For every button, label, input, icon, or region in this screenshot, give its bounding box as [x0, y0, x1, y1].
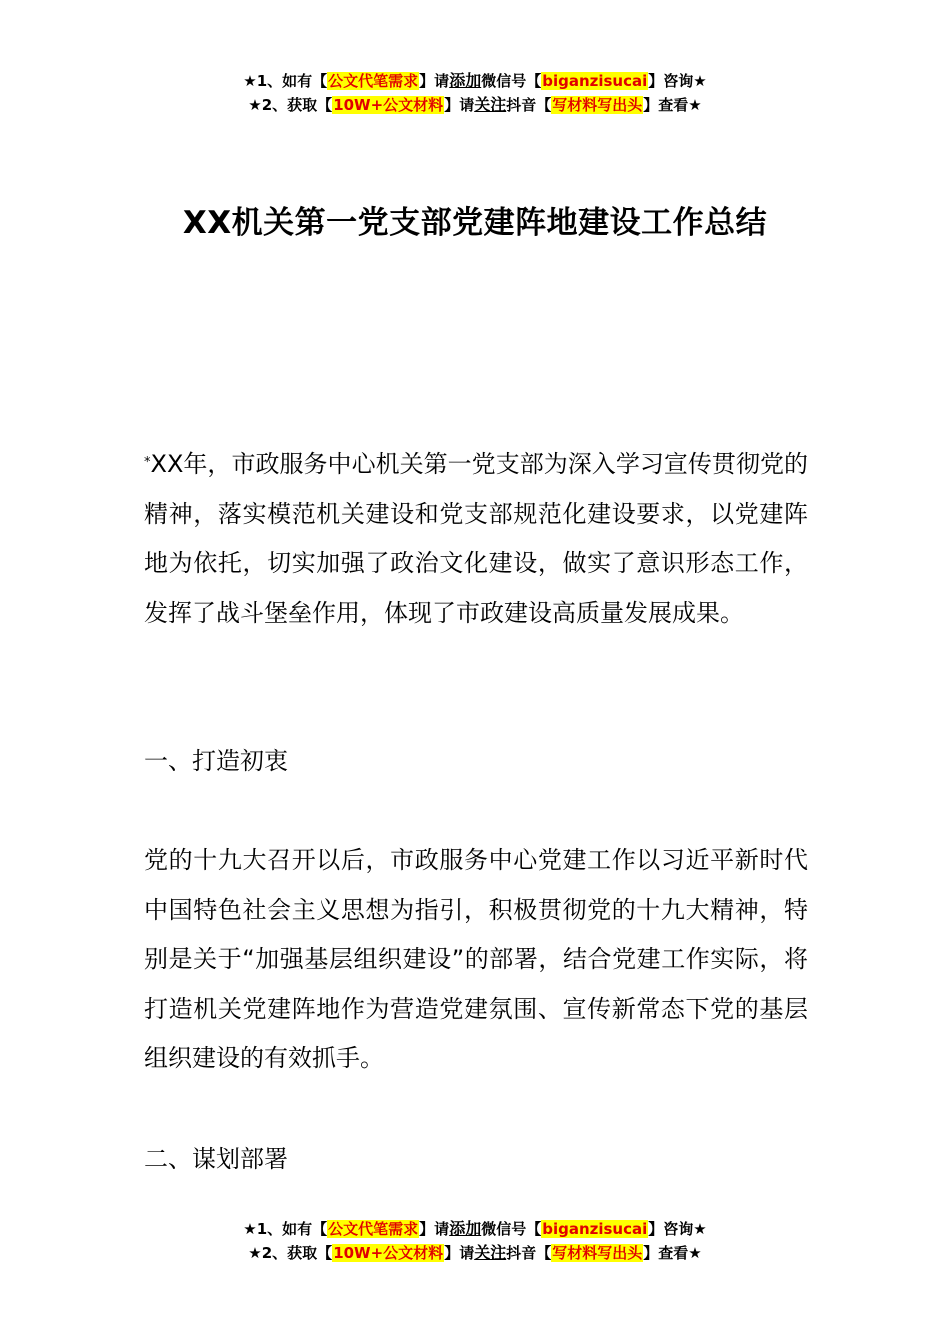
banner-line1-highlight-service: 公文代笔需求	[328, 1220, 419, 1238]
banner-line2-mid: 】请	[444, 1244, 475, 1262]
top-banner	[0, 69, 950, 117]
banner-line2-prefix: ★2、获取【	[248, 96, 333, 114]
banner-line1-wechat-id: biganzisucai	[542, 1220, 648, 1238]
banner-line1-mid: 】请	[419, 72, 450, 90]
section-2-heading: 二、谋划部署	[144, 1145, 288, 1173]
banner-line2-highlight-materials: 10W+公文材料	[333, 96, 444, 114]
banner-line2-suffix: 】查看★	[643, 96, 702, 114]
banner-line1-highlight-service: 公文代笔需求	[328, 72, 419, 90]
banner-line1-suffix: 】咨询★	[648, 1220, 707, 1238]
bottom-banner	[0, 1217, 950, 1265]
banner-line-2	[0, 93, 950, 117]
banner-line2-emphasis: 关注	[474, 95, 507, 114]
banner-line2-mid2: 抖音【	[506, 96, 552, 114]
banner-line1-prefix: ★1、如有【	[243, 72, 328, 90]
banner-line-2	[0, 1241, 950, 1265]
banner-line2-mid2: 抖音【	[506, 1244, 552, 1262]
section-1-paragraph: 党的十九大召开以后，市政服务中心党建工作以习近平新时代中国特色社会主义思想为指引，积极贯彻党的十九大精神，特别是关于“加强基层组织建设”的部署，结合党建工作实际，将打造机关党建阵地作为营造党建氛围、宣传新常态下党的基层组织建设的有效抓手。	[144, 846, 808, 1072]
intro-text: XX年，市政服务中心机关第一党支部为深入学习宣传贯彻党的精神，落实模范机关建设和党支部规范化建设要求，以党建阵地为依托，切实加强了政治文化建设，做实了意识形态工作，发挥了战斗堡垒作用，体现了市政建设高质量发展成果。	[144, 450, 808, 627]
banner-line1-emphasis: 添加	[449, 1219, 482, 1238]
banner-line1-emphasis: 添加	[449, 71, 482, 90]
banner-line2-mid: 】请	[444, 96, 475, 114]
banner-line-1	[0, 69, 950, 93]
banner-line-1	[0, 1217, 950, 1241]
banner-line2-highlight-materials: 10W+公文材料	[333, 1244, 444, 1262]
banner-line2-douyin-id: 写材料写出头	[552, 1244, 643, 1262]
banner-line2-emphasis: 关注	[474, 1243, 507, 1262]
banner-line1-prefix: ★1、如有【	[243, 1220, 328, 1238]
intro-paragraph	[144, 440, 808, 638]
banner-line2-prefix: ★2、获取【	[248, 1244, 333, 1262]
intro-mark: *	[144, 455, 151, 470]
banner-line1-suffix: 】咨询★	[648, 72, 707, 90]
banner-line1-mid2: 微信号【	[481, 72, 542, 90]
document-title: XX机关第一党支部党建阵地建设工作总结	[182, 205, 768, 241]
banner-line1-mid2: 微信号【	[481, 1220, 542, 1238]
banner-line1-wechat-id: biganzisucai	[542, 72, 648, 90]
banner-line2-douyin-id: 写材料写出头	[552, 96, 643, 114]
banner-line1-mid: 】请	[419, 1220, 450, 1238]
banner-line2-suffix: 】查看★	[643, 1244, 702, 1262]
section-1-heading: 一、打造初衷	[144, 747, 288, 775]
